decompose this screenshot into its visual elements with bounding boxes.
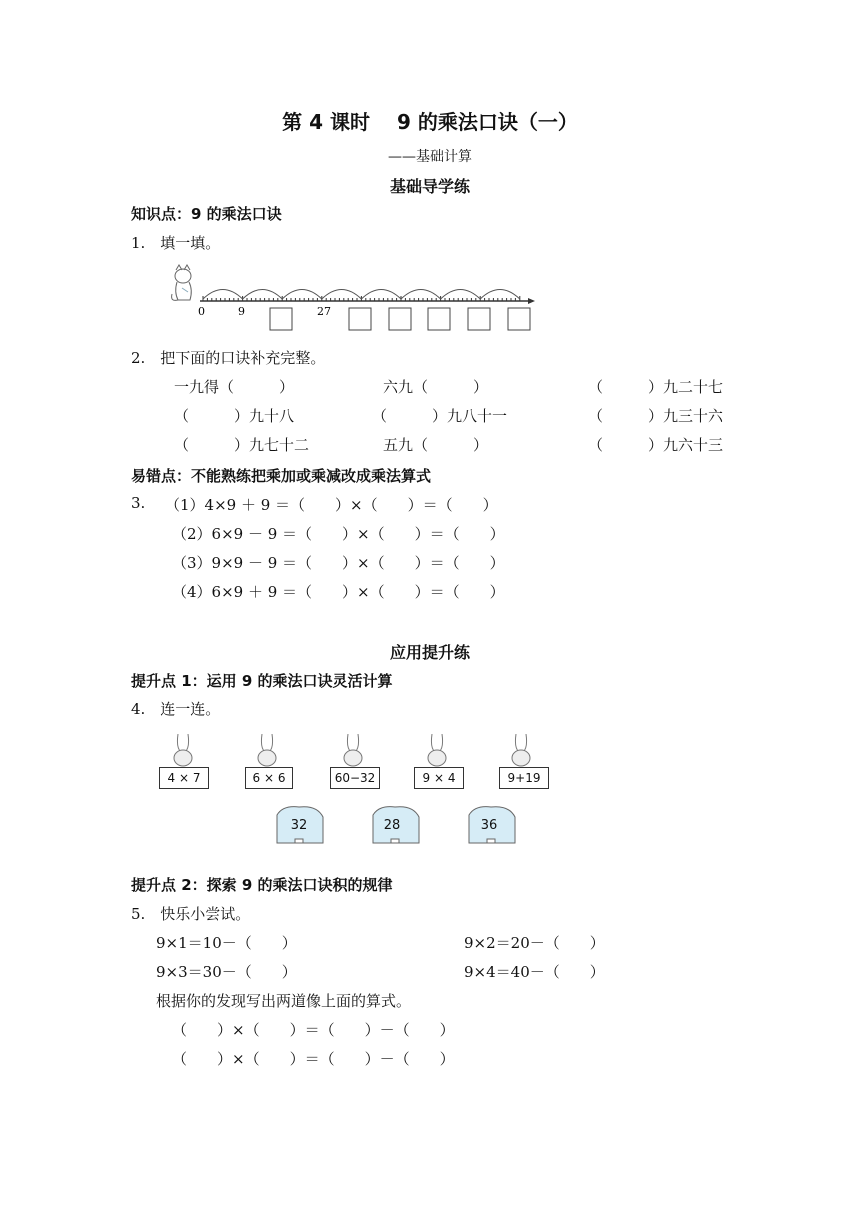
rabbit-icon — [344, 734, 362, 766]
error-point: 易错点：不能熟练把乘加或乘减改成乘法算式 — [131, 467, 432, 485]
pattern-equation[interactable]: 9×2＝20－（ ） — [464, 934, 605, 952]
jump-arc — [401, 290, 441, 300]
answer-box[interactable] — [389, 308, 411, 330]
rhyme-blank[interactable]: 六九（ ） — [383, 378, 489, 396]
expression-sign[interactable]: 4 × 7 — [159, 767, 209, 789]
section-heading-basic: 基础导学练 — [389, 177, 470, 196]
instruction-text: 根据你的发现写出两道像上面的算式。 — [156, 992, 412, 1010]
pattern-equation[interactable]: 9×1＝10－（ ） — [156, 934, 297, 952]
rabbit-icon — [512, 734, 530, 766]
jump-arc — [282, 290, 322, 300]
tick-label-9: 9 — [238, 305, 245, 318]
equation-row[interactable]: （2）6×9 － 9 ＝（ ）×（ ）＝（ ） — [172, 525, 505, 543]
question-3-number: 3. — [131, 494, 146, 512]
expression-sign[interactable]: 9 × 4 — [414, 767, 464, 789]
equation-row[interactable]: （4）6×9 ＋ 9 ＝（ ）×（ ）＝（ ） — [172, 583, 505, 601]
expression-sign[interactable]: 6 × 6 — [245, 767, 293, 789]
jump-arc — [361, 290, 401, 300]
rhyme-blank[interactable]: 一九得（ ） — [174, 378, 295, 396]
blank-equation[interactable]: （ ）×（ ）＝（ ）－（ ） — [172, 1050, 455, 1068]
rabbit-icon — [174, 734, 192, 766]
answer-box[interactable] — [349, 308, 371, 330]
rhyme-blank[interactable]: 五九（ ） — [383, 436, 489, 454]
expression-sign[interactable]: 60−32 — [330, 767, 380, 789]
tick-label-0: 0 — [198, 305, 205, 318]
house-number[interactable]: 32 — [290, 818, 308, 833]
question-4: 4. 连一连。 — [131, 700, 221, 718]
section-heading-apply: 应用提升练 — [389, 643, 470, 662]
tick-label-27: 27 — [317, 305, 331, 318]
improvement-point-1: 提升点 1：运用 9 的乘法口诀灵活计算 — [131, 672, 393, 690]
expression-sign[interactable]: 9+19 — [499, 767, 549, 789]
page-title: 第 4 课时 9 的乘法口诀（一） — [282, 110, 578, 134]
rabbit-icon — [428, 734, 446, 766]
jump-arc — [322, 290, 362, 300]
pattern-equation[interactable]: 9×3＝30－（ ） — [156, 963, 297, 981]
rhyme-blank[interactable]: （ ）九八十一 — [372, 407, 508, 425]
blank-equation[interactable]: （ ）×（ ）＝（ ）－（ ） — [172, 1021, 455, 1039]
cat-icon — [172, 265, 192, 300]
answer-box[interactable] — [468, 308, 490, 330]
jump-arc — [243, 290, 283, 300]
house-number[interactable]: 36 — [480, 818, 498, 833]
rhyme-blank[interactable]: （ ）九六十三 — [588, 436, 724, 454]
jump-arc — [441, 290, 481, 300]
question-2: 2. 把下面的口诀补充完整。 — [131, 349, 326, 367]
house-number[interactable]: 28 — [383, 818, 401, 833]
equation-row[interactable]: （3）9×9 － 9 ＝（ ）×（ ）＝（ ） — [172, 554, 505, 572]
rhyme-blank[interactable]: （ ）九二十七 — [588, 378, 724, 396]
answer-box[interactable] — [508, 308, 530, 330]
rhyme-blank[interactable]: （ ）九三十六 — [588, 407, 724, 425]
jump-arc — [480, 290, 520, 300]
answer-box[interactable] — [428, 308, 450, 330]
question-1: 1. 填一填。 — [131, 234, 221, 252]
equation-row[interactable]: （1）4×9 ＋ 9 ＝（ ）×（ ）＝（ ） — [165, 496, 498, 514]
number-line-figure — [160, 262, 540, 334]
rabbits-figure — [160, 734, 560, 768]
answer-box[interactable] — [270, 308, 292, 330]
improvement-point-2: 提升点 2：探索 9 的乘法口诀积的规律 — [131, 876, 393, 894]
pattern-equation[interactable]: 9×4＝40－（ ） — [464, 963, 605, 981]
rabbit-icon — [258, 734, 276, 766]
question-5: 5. 快乐小尝试。 — [131, 905, 251, 923]
knowledge-point: 知识点：9 的乘法口诀 — [131, 205, 282, 223]
rhyme-blank[interactable]: （ ）九七十二 — [174, 436, 310, 454]
page-subtitle: ——基础计算 — [388, 149, 472, 165]
jump-arc — [203, 290, 243, 300]
rhyme-blank[interactable]: （ ）九十八 — [174, 407, 295, 425]
